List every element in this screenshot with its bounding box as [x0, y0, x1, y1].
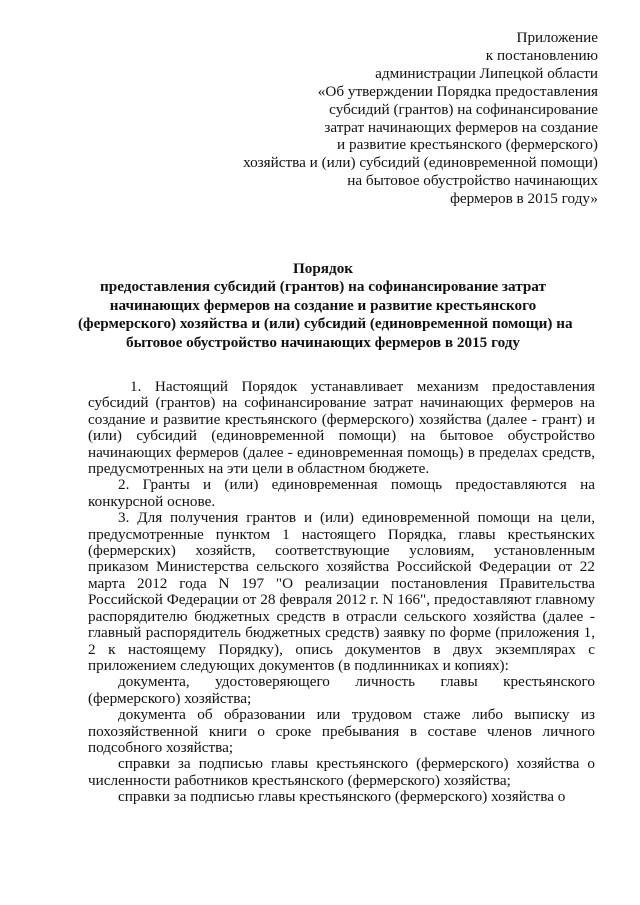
title-line: бытовое обустройство начинающих фермеров в 2015 году — [125, 333, 521, 351]
title-heading: Порядок — [292, 260, 354, 277]
appendix-header — [178, 29, 598, 208]
document-list-item: справки за подписью главы крестьянского (фермерского) хозяйства о численности работников крестьянского (фермерского) хозяйства; — [88, 755, 595, 789]
paragraph-1: 1. Настоящий Порядок устанавливает механизм предоставления субсидий (грантов) на софинансирование затрат начинающих фермеров на создание и развитие крестьянского (фермерского) хозяйства (далее - грант) и (или) субсидий (единовременной помощи) на бытовое обустройство начинающих фермеров (далее - единовременная помощь) в пределах средств, предусмотренных на эти цели в областном бюджете. — [88, 378, 595, 478]
document-title — [78, 260, 573, 352]
appendix-line: Приложение — [516, 29, 598, 46]
document-list-item: справки за подписью главы крестьянского (фермерского) хозяйства о — [118, 788, 566, 806]
paragraph-2: 2. Гранты и (или) единовременная помощь предоставляются на конкурсной основе. — [88, 476, 595, 510]
appendix-line: фермеров в 2015 году» — [450, 190, 598, 208]
appendix-line: и развитие крестьянского (фермерского) — [337, 136, 598, 154]
appendix-line: субсидий (грантов) на софинансирование — [329, 100, 598, 118]
document-body — [88, 379, 595, 806]
paragraph-3: 3. Для получения грантов и (или) единовременной помощи на цели, предусмотренные пунктом 1 настоящего Порядка, главы крестьянских (фермерских) хозяйств, соответствующие условиям, установленным приказом Министерства сельского хозяйства Российской Федерации от 22 марта 2012 года N 197 "О реализации постановления Правительства Российской Федерации от 28 февраля 2012 г. N 166", предоставляют главному распорядителю бюджетных средств в отрасли сельского хозяйства (далее - главный распорядитель бюджетных средств) заявку по форме (приложения 1, 2 к настоящему Порядку), опись документов в двух экземплярах с приложением следующих документов (в подлинниках и копиях): — [88, 509, 595, 674]
appendix-line: «Об утверждении Порядка предоставления — [317, 82, 598, 100]
appendix-line: администрации Липецкой области — [375, 64, 598, 82]
title-line: начинающих фермеров на создание и развитие крестьянского — [109, 296, 537, 314]
appendix-line: на бытовое обустройство начинающих — [347, 172, 598, 190]
title-line: предоставления субсидий (грантов) на софинансирование затрат — [100, 278, 546, 296]
appendix-line: хозяйства и (или) субсидий (единовременной помощи) — [243, 154, 598, 172]
title-line: (фермерского) хозяйства и (или) субсидий (единовременной помощи) на — [78, 315, 573, 333]
document-list-item: документа об образовании или трудовом стаже либо выписку из похозяйственной книги о сроке пребывания в составе членов личного подсобного хозяйства; — [88, 706, 595, 756]
appendix-line: затрат начинающих фермеров на создание — [324, 118, 598, 136]
document-list-item: документа, удостоверяющего личность главы крестьянского (фермерского) хозяйства; — [88, 673, 595, 707]
appendix-line: к постановлению — [485, 46, 598, 64]
